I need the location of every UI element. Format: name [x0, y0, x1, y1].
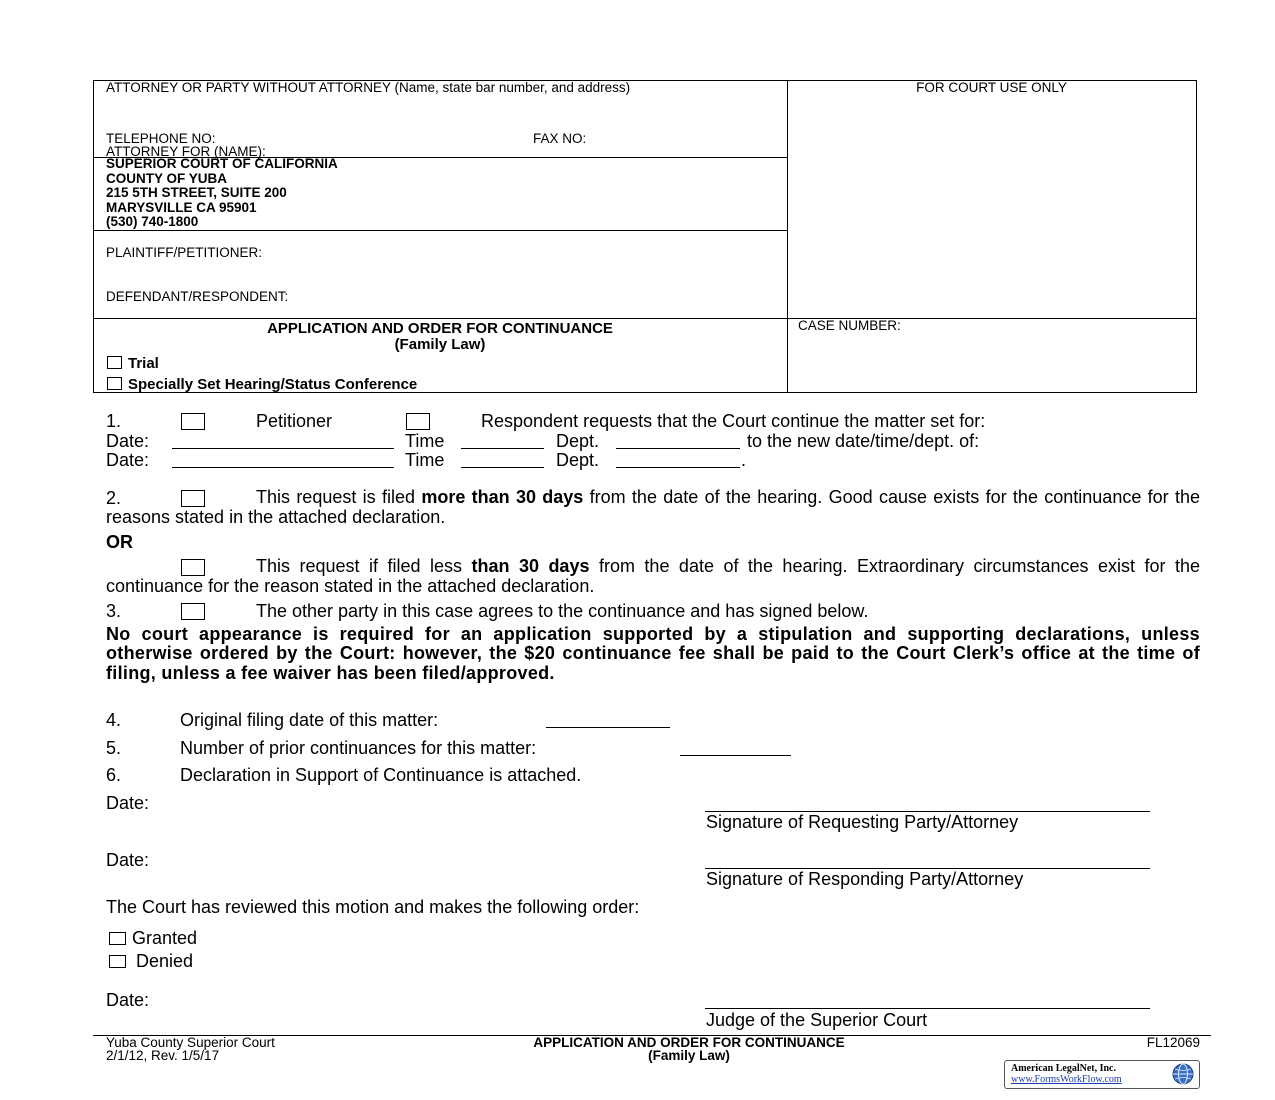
item4-number: 4.: [106, 710, 122, 730]
current-time-field[interactable]: [461, 432, 544, 449]
agreement-text: The other party in this case agrees to the continuance and has signed below.: [256, 601, 869, 621]
more-than-30-text: [106, 488, 1200, 527]
footer-title: APPLICATION AND ORDER FOR CONTINUANCE: [533, 1035, 845, 1050]
agreement-checkbox[interactable]: [181, 603, 205, 620]
petitioner-checkbox[interactable]: [181, 413, 205, 430]
responding-date-label: Date:: [106, 850, 150, 870]
current-date-label: Date:: [106, 431, 150, 451]
court-city: MARYSVILLE CA 95901: [106, 199, 257, 215]
judge-signature-line[interactable]: [705, 1008, 1150, 1009]
less-than-30-bold: than 30 days: [471, 556, 590, 576]
new-dept-period: .: [741, 450, 747, 470]
requesting-date-label: Date:: [106, 793, 150, 813]
new-time-field[interactable]: [461, 451, 544, 468]
hearing-checkbox[interactable]: [107, 377, 122, 390]
new-dept-label: Dept.: [556, 450, 600, 470]
denied-checkbox[interactable]: [109, 955, 126, 968]
telephone-label: TELEPHONE NO:: [106, 131, 216, 146]
granted-label: Granted: [132, 928, 198, 948]
responding-signature-label: Signature of Responding Party/Attorney: [706, 869, 1024, 889]
option-granted[interactable]: [109, 928, 197, 949]
court-phone: (530) 740-1800: [106, 214, 199, 230]
current-time-label: Time: [405, 431, 445, 451]
footer-revision: 2/1/12, Rev. 1/5/17: [106, 1048, 220, 1063]
item5-number: 5.: [106, 738, 122, 758]
case-number-label: CASE NUMBER:: [798, 318, 901, 333]
prior-continuances-field[interactable]: [680, 739, 791, 756]
less-than-30-text: [106, 557, 1200, 596]
order-intro: The Court has reviewed this motion and makes the following order:: [106, 897, 640, 917]
trial-checkbox[interactable]: [107, 356, 122, 369]
item6-number: 6.: [106, 765, 122, 785]
item2-number: 2.: [106, 488, 122, 508]
original-filing-field[interactable]: [546, 711, 670, 728]
respondent-checkbox[interactable]: [406, 413, 430, 430]
new-date-label: Date:: [106, 450, 150, 470]
new-date-field[interactable]: [172, 451, 394, 468]
hearing-label: Specially Set Hearing/Status Conference: [128, 376, 418, 393]
new-dept-field[interactable]: [616, 451, 740, 468]
prior-continuances-label: Number of prior continuances for this matter:: [180, 738, 537, 758]
declaration-attached-text: Declaration in Support of Continuance is attached.: [180, 765, 582, 785]
current-date-field[interactable]: [172, 432, 394, 449]
item3-number: 3.: [106, 601, 122, 621]
court-county: COUNTY OF YUBA: [106, 170, 228, 186]
court-street: 215 5TH STREET, SUITE 200: [106, 185, 287, 201]
original-filing-label: Original filing date of this matter:: [180, 710, 439, 730]
court-use-label: FOR COURT USE ONLY: [916, 80, 1067, 95]
granted-checkbox[interactable]: [109, 932, 126, 945]
form-title: APPLICATION AND ORDER FOR CONTINUANCE: [267, 320, 613, 337]
new-time-label: Time: [405, 450, 445, 470]
court-address: [106, 157, 338, 230]
plaintiff-label: PLAINTIFF/PETITIONER:: [106, 245, 263, 260]
option-hearing[interactable]: [107, 376, 417, 393]
trial-label: Trial: [128, 355, 159, 372]
judge-date-label: Date:: [106, 990, 150, 1010]
footer-subtitle: (Family Law): [648, 1048, 730, 1063]
logo-company: American LegalNet, Inc.: [1011, 1063, 1116, 1074]
judge-signature-label: Judge of the Superior Court: [706, 1010, 928, 1030]
logo-url[interactable]: www.FormsWorkFlow.com: [1011, 1074, 1122, 1085]
more-than-30-pre: This request is filed: [256, 487, 415, 507]
current-dept-field[interactable]: [616, 432, 740, 449]
american-legalnet-logo[interactable]: [1004, 1060, 1200, 1089]
requesting-signature-label: Signature of Requesting Party/Attorney: [706, 812, 1019, 832]
current-dept-label: Dept.: [556, 431, 600, 451]
footer-form-number: FL12069: [1146, 1035, 1200, 1050]
attorney-for-label: ATTORNEY FOR (NAME):: [106, 144, 266, 159]
defendant-label: DEFENDANT/RESPONDENT:: [106, 289, 289, 304]
form-subtitle: (Family Law): [394, 336, 486, 353]
denied-label: Denied: [136, 951, 194, 971]
or-label: OR: [106, 532, 133, 552]
option-trial[interactable]: [107, 355, 159, 372]
fax-label: FAX NO:: [533, 131, 587, 146]
less-than-30-pre: This request if filed less: [256, 556, 462, 576]
option-denied[interactable]: [109, 951, 193, 972]
respondent-request-text: Respondent requests that the Court continue the matter set for:: [481, 411, 986, 431]
footer-court: Yuba County Superior Court: [106, 1035, 275, 1050]
fee-notice: No court appearance is required for an application supported by a stipulation and supporting declarations, unless otherwise ordered by the Court: however, the $20 continuance fee shall be paid to the Court Clerk’s office at the time of filing, unless a fee waiver has been filed/approved.: [106, 624, 1200, 683]
attorney-label: ATTORNEY OR PARTY WITHOUT ATTORNEY (Name, state bar number, and address): [106, 80, 631, 95]
globe-icon: [1170, 1062, 1196, 1086]
petitioner-label: Petitioner: [256, 411, 333, 431]
less-than-30-post: from the date of the hearing. Extraordinary circumstances exist for the continuance for the reason stated in the attached declaration.: [106, 556, 1200, 596]
more-than-30-post: from the date of the hearing. Good cause exists for the continuance for the reasons stated in the attached declaration.: [106, 487, 1200, 527]
item1-number: 1.: [106, 411, 122, 431]
court-name: SUPERIOR COURT OF CALIFORNIA: [106, 156, 338, 171]
new-date-text: to the new date/time/dept. of:: [747, 431, 980, 451]
more-than-30-bold: more than 30 days: [421, 487, 584, 507]
